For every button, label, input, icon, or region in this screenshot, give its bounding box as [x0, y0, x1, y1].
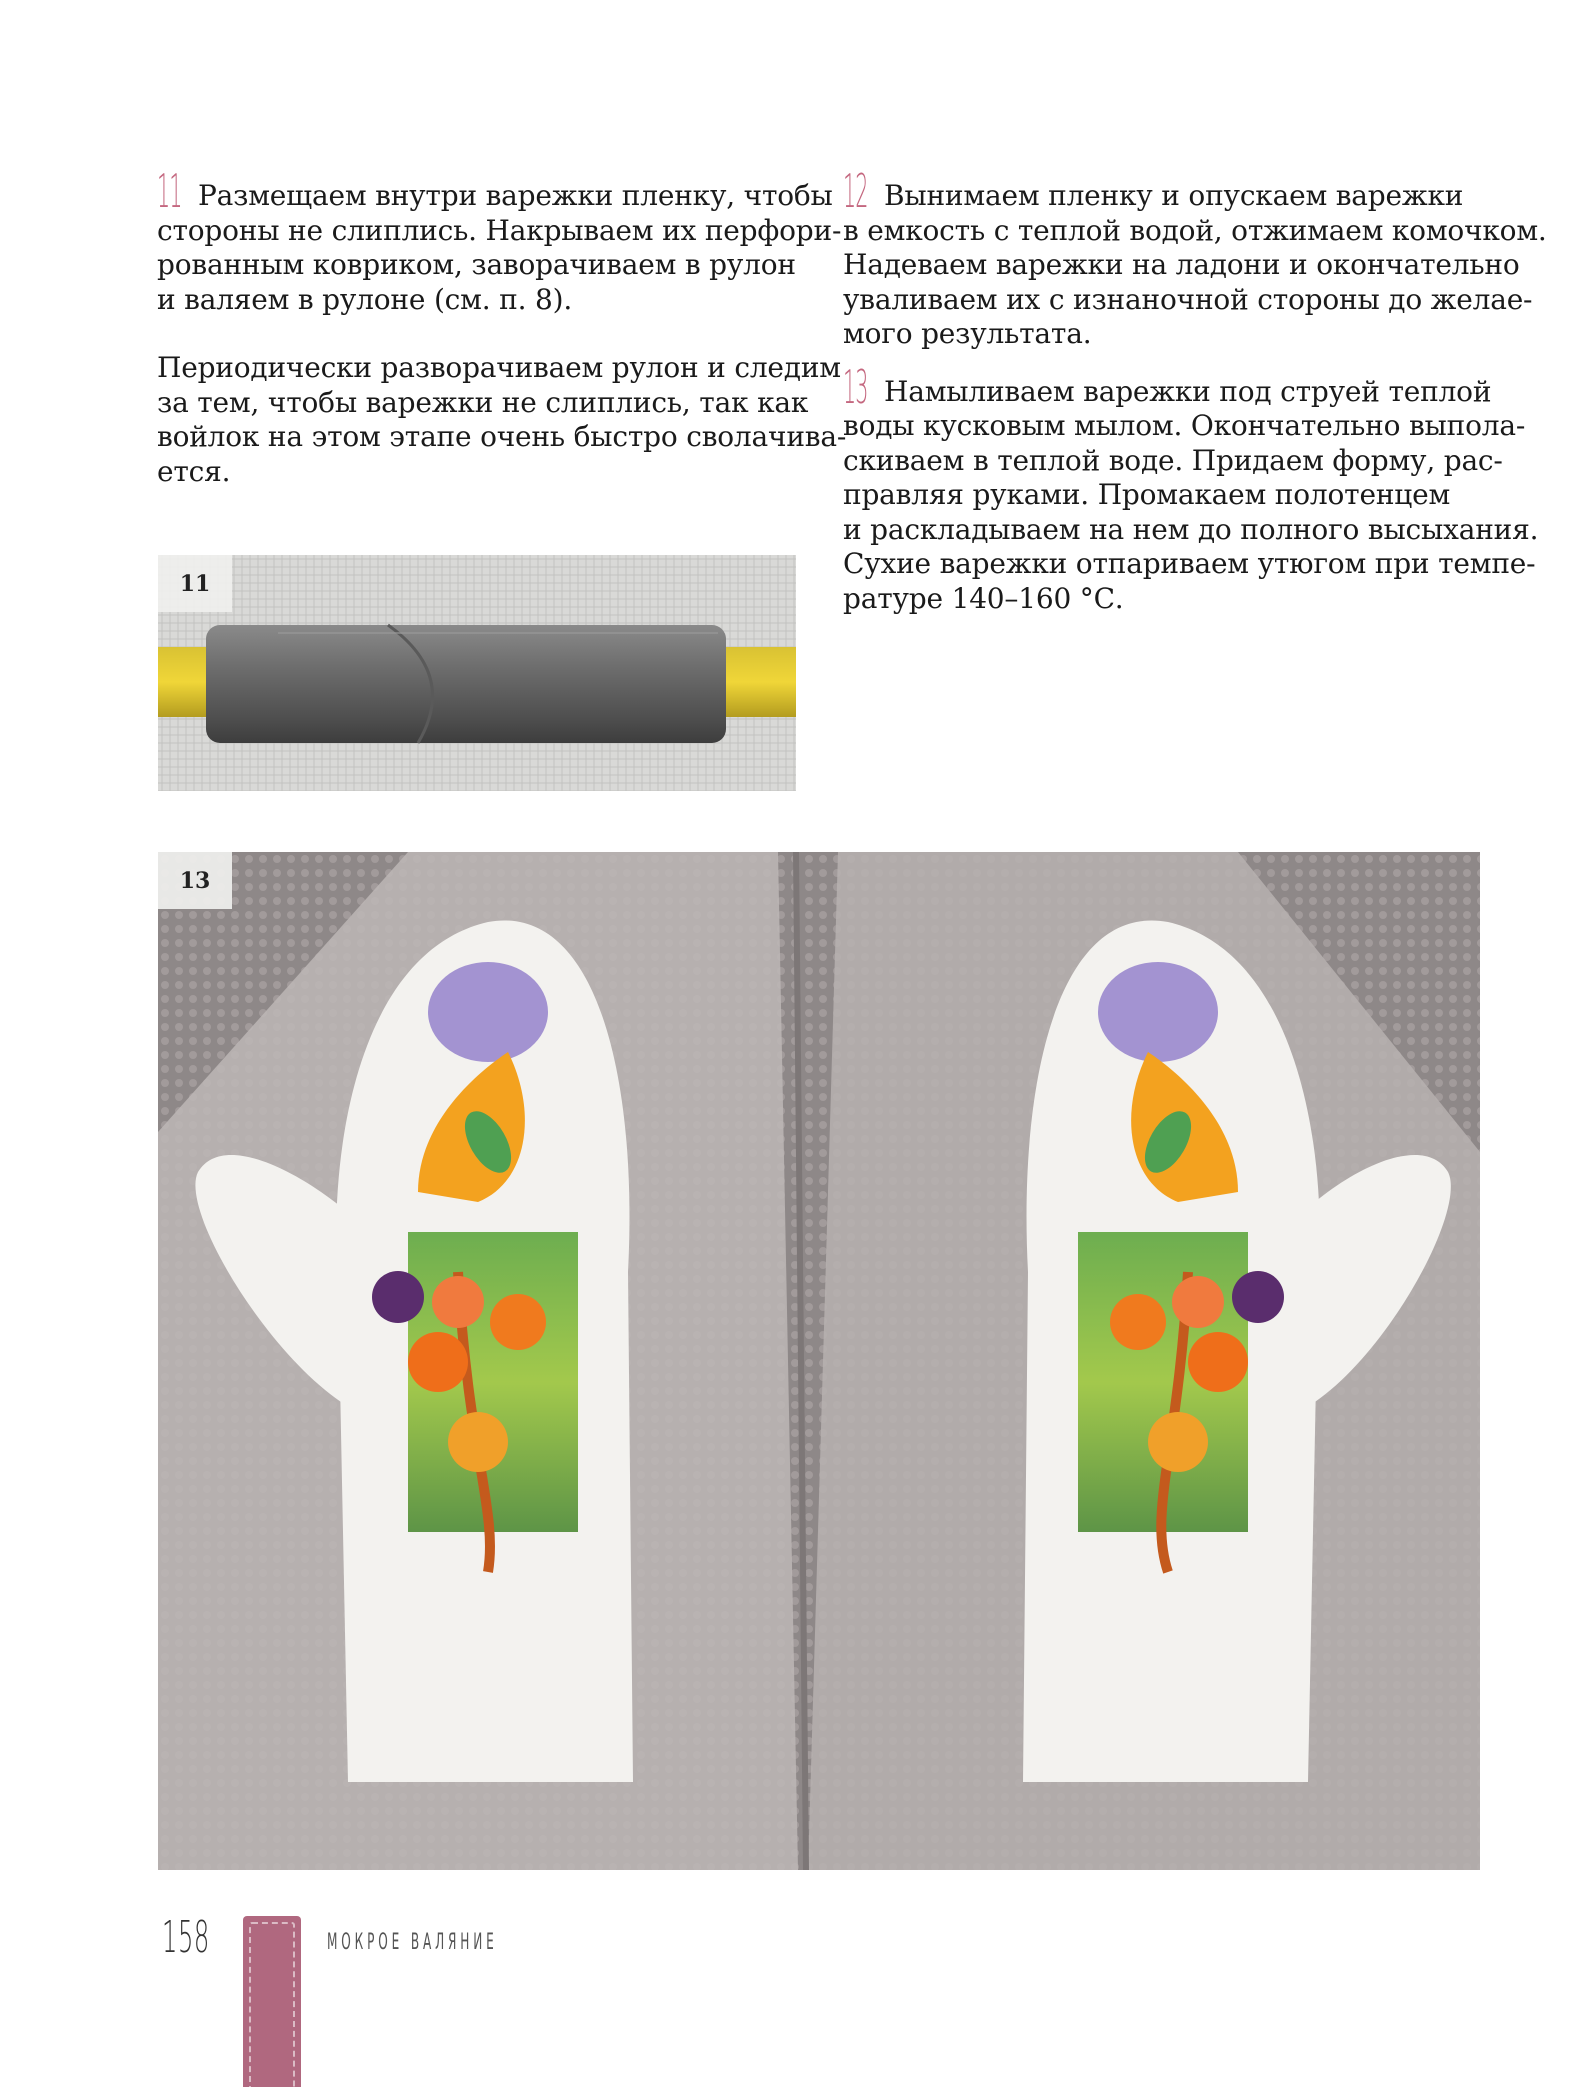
step-13-line: правляя руками. Промакаем полотенцем — [843, 478, 1451, 511]
step-13-line: воды кусковым мылом. Окончательно выпола- — [843, 409, 1526, 442]
step-12-number: 12 — [843, 164, 868, 218]
step-12-line: уваливаем их с изнаночной стороны до желае- — [843, 282, 1533, 316]
step-13-line: и раскладываем на нем до полного высыхания. — [843, 512, 1539, 546]
step-11-line: Размещаем внутри варежки пленку, чтобы — [198, 179, 833, 212]
bookmark-tab — [243, 1916, 301, 2087]
step-12-line: в емкость с теплой водой, отжимаем комочком. — [843, 213, 1547, 247]
figure-11-label: 11 — [158, 555, 232, 612]
step-12-line: Вынимаем пленку и опускаем варежки — [884, 179, 1464, 212]
step-12-line: Надеваем варежки на ладони и окончательно — [843, 248, 1520, 281]
step-13-line: Сухие варежки отпариваем утюгом при темпе- — [843, 547, 1536, 580]
rolled-mat-illustration — [158, 555, 796, 791]
step-11-text — [157, 164, 842, 317]
step-13-line: Намыливаем варежки под струей теплой — [884, 374, 1492, 408]
mittens-illustration — [158, 852, 1480, 1870]
step-12-text — [843, 164, 1547, 352]
note-line: Периодически разворачиваем рулон и следим — [157, 351, 841, 384]
figure-11-photo — [158, 555, 796, 791]
figure-13-label: 13 — [158, 852, 232, 909]
step-13-line: скиваем в теплой воде. Придаем форму, рас- — [843, 443, 1503, 477]
step-12-line: мого результата. — [843, 317, 1092, 350]
note-line: за тем, чтобы варежки не слиплись, так как — [157, 385, 809, 419]
page-number: 158 — [162, 1912, 210, 1963]
step-11-line: стороны не слиплись. Накрываем их перфори- — [157, 213, 842, 247]
figure-13-photo — [158, 852, 1480, 1870]
note-line: ется. — [157, 454, 231, 488]
step-11-line: и валяем в рулоне (см. п. 8). — [157, 282, 573, 316]
right-column — [843, 164, 1547, 616]
note-line: войлок на этом этапе очень быстро сволачива- — [157, 420, 847, 453]
section-title: МОКРОЕ ВАЛЯНИЕ — [327, 1930, 498, 1955]
step-11-line: рованным ковриком, заворачиваем в рулон — [157, 248, 796, 281]
step-11-number: 11 — [157, 164, 182, 218]
step-13-text — [843, 359, 1539, 617]
left-column — [157, 164, 847, 489]
note-text — [157, 351, 847, 489]
step-13-line: ратуре 140–160 °С. — [843, 581, 1124, 615]
step-13-number: 13 — [843, 359, 868, 414]
